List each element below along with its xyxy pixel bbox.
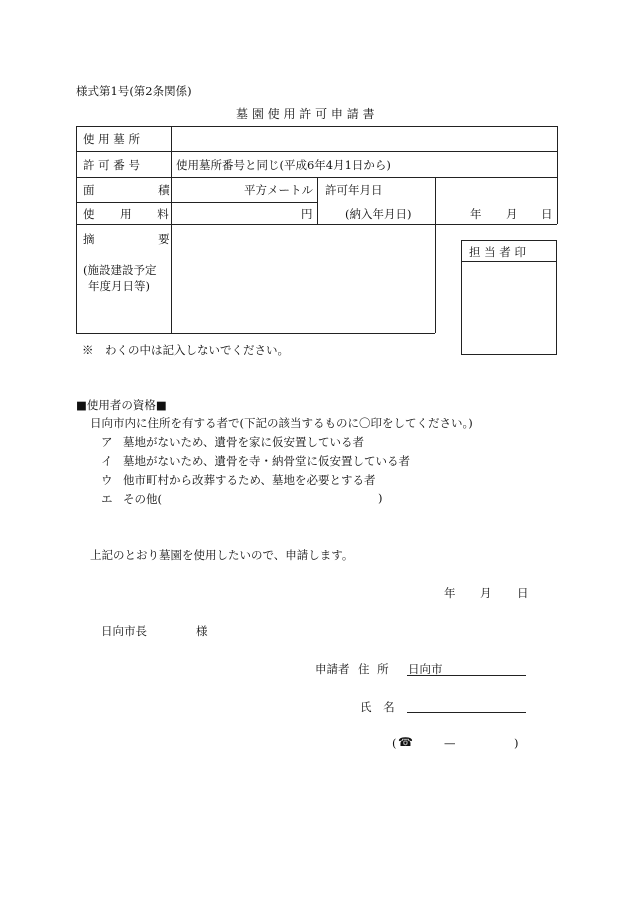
fee-unit: 円 <box>301 207 313 221</box>
area-label: 面 積 <box>83 183 170 197</box>
form-number: 様式第1号(第2条関係) <box>76 84 192 98</box>
form-title: 墓 園 使 用 許 可 申 請 書 <box>236 107 375 121</box>
summary-note-line1: (施設建設予定 <box>83 263 157 277</box>
qualification-item-i-text: 墓地がないため、遺骨を寺・納骨堂に仮安置している者 <box>123 454 411 468</box>
permit-date-label: 許可年月日 <box>325 183 383 197</box>
permit-date-year: 年 <box>470 207 482 221</box>
qualification-item-u-text: 他市町村から改葬するため、墓地を必要とする者 <box>123 473 376 487</box>
phone-dash: — <box>444 736 456 750</box>
address-label: 住 所 <box>358 662 389 676</box>
qualification-item-a-mark: ア <box>101 435 113 449</box>
qualification-item-i-mark: イ <box>101 454 113 468</box>
applicant-label: 申請者 <box>315 662 350 676</box>
phone-open: ( <box>392 736 397 750</box>
summary-label: 摘 要 <box>83 232 170 246</box>
payment-date-label: (納入年月日) <box>345 207 412 221</box>
staff-seal-label: 担 当 者 印 <box>469 245 526 259</box>
summary-note-line2: 年度月日等) <box>88 279 150 293</box>
application-date-month: 月 <box>480 586 492 600</box>
qualification-intro: 日向市内に住所を有する者で(下記の該当するものに〇印をしてください。) <box>90 416 473 430</box>
usage-fee-label: 使 用 料 <box>83 207 169 221</box>
application-statement: 上記のとおり墓園を使用したいので、申請します。 <box>90 548 354 562</box>
permit-number-label: 許 可 番 号 <box>83 158 140 172</box>
qualification-other-close: ) <box>378 491 383 505</box>
addressee: 日向市長 <box>101 624 147 638</box>
permit-date-month: 月 <box>506 207 518 221</box>
application-date-year: 年 <box>444 586 456 600</box>
name-label: 氏 名 <box>360 700 395 714</box>
address-value: 日向市 <box>408 662 443 676</box>
qualification-item-a-text: 墓地がないため、遺骨を家に仮安置している者 <box>123 435 365 449</box>
address-field-line[interactable] <box>407 675 526 676</box>
phone-close: ) <box>514 736 519 750</box>
addressee-honorific: 様 <box>196 624 208 638</box>
fill-note: ※ わくの中は記入しないでください。 <box>82 343 289 357</box>
area-unit: 平方メートル <box>244 183 313 197</box>
name-field-line[interactable] <box>407 712 526 713</box>
qualification-item-e-mark: エ <box>101 492 113 506</box>
usage-plot-label: 使 用 墓 所 <box>83 132 140 146</box>
permit-number-value: 使用墓所番号と同じ(平成6年4月1日から) <box>176 158 391 172</box>
qualification-heading: ■使用者の資格■ <box>76 398 167 412</box>
phone-icon: ☎ <box>398 735 413 749</box>
application-date-day: 日 <box>517 586 529 600</box>
qualification-item-e-text: その他( <box>123 492 162 506</box>
permit-date-day: 日 <box>541 207 553 221</box>
qualification-item-u-mark: ウ <box>101 473 113 487</box>
